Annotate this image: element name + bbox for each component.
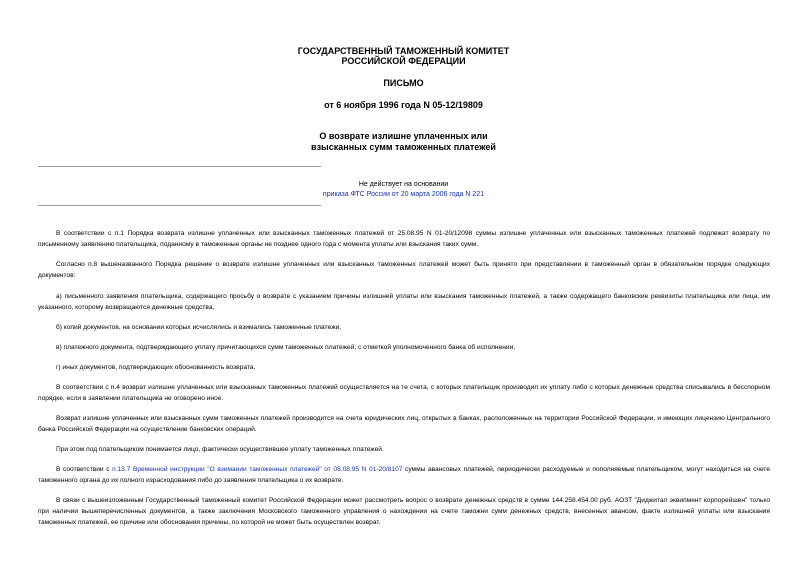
- issuer-line-2: РОССИЙСКОЙ ФЕДЕРАЦИИ: [341, 56, 466, 66]
- status-text: Не действует на основании: [358, 181, 449, 188]
- paragraph-5: При этом под плательщиком понимается лицо, фактически осуществившее уплату таможенных платежей.: [56, 446, 384, 453]
- document-type: ПИСЬМО: [383, 78, 424, 88]
- instruction-link[interactable]: п.13.7 Временной инструкции "О взимании таможенных платежей" от 08.08.95 N 01-20/8107: [112, 466, 403, 473]
- paragraph-item-c: в) платежного документа, подтверждающего уплату причитающихся сумм таможенных платежей, с отметкой уполномоченного банка об исполнении,: [56, 344, 516, 351]
- divider-top: [38, 166, 321, 167]
- paragraph-2: Согласно п.8 вышеназванного Порядка решение о возврате излишне уплаченных или взысканных таможенных платежей может быть принято при представлении в таможенный орган в обязательном порядке следующих документов:: [38, 261, 770, 279]
- status-link[interactable]: приказа ФТС России от 20 марта 2006 года N 221: [322, 191, 485, 198]
- document-title-line-1: О возврате излишне уплаченных или: [319, 131, 488, 141]
- paragraph-1: В соответствии с п.1 Порядка возврата излишне уплаченных или взысканных таможенных платежей от 25.08.95 N 01-20/12098 суммы излишне уплаченных или взысканных таможенных платежей подлежат возврату по письменному заявлению плательщика, поданному в таможенные органы не позднее одного года с момента уплаты или взыскания таких сумм.: [38, 230, 770, 248]
- paragraph-item-a: а) письменного заявления плательщика, содержащего просьбу о возврате с указанием причины излишней уплаты или взыскания таможенных платежей, а также содержащего банковские реквизиты плательщика или лица, им указанного, которому возвращаются денежные средства,: [38, 293, 770, 311]
- paragraph-4: Возврат излишне уплаченных или взысканных сумм таможенных платежей производится на счета юридических лиц, открытых в банках, расположенных на территории Российской Федерации, и имеющих лицензию Центрального банка Российской Федерации на осуществление банковских операций.: [38, 415, 770, 433]
- issuer-line-1: ГОСУДАРСТВЕННЫЙ ТАМОЖЕННЫЙ КОМИТЕТ: [297, 46, 510, 56]
- paragraph-6: В соответствии с п.13.7 Временной инструкции "О взимании таможенных платежей" от 08.08.95 N 01-20/8107 суммы авансовых платежей, периодически расходуемые и пополняемые плательщиком, могут находиться на счете таможенного органа до их полного израсходования либо до заявления плательщика о их возврате.: [38, 466, 771, 484]
- divider-bottom: [38, 205, 321, 206]
- document-date-number: от 6 ноября 1996 года N 05-12/19809: [324, 100, 483, 110]
- paragraph-item-d: г) иных документов, подтверждающих обоснованность возврата.: [56, 364, 256, 371]
- paragraph-3: В соответствии с п.4 возврат излишне уплаченных или взысканных таможенных платежей осуществляется на те счета, с которых плательщик производил их уплату либо с которых денежные средства списывались в бесспорном порядке, если в заявлении плательщика не оговорено иное.: [38, 384, 770, 402]
- paragraph-7: В связи с вышеизложенным Государственный таможенный комитет Российской Федерации может рассмотреть вопрос о возврате денежных средств в сумме 144.258.454.00 руб. АОЗТ "Диджитал эквипмент корпорейшен" только при наличии вышеперечисленных документов, а также заключения Московского таможенного управления о нахождении на счете таможни сумм денежных средств, внесенных авансом, факте излишней уплаты или взыскания таможенных платежей, ее причине или обоснования причины, по которой не может быть осуществлен возврат.: [38, 497, 770, 526]
- document-title-line-2: взысканных сумм таможенных платежей: [311, 142, 496, 152]
- paragraph-item-b: б) копий документов, на основании которых исчислялись и взимались таможенные платежи,: [56, 324, 342, 331]
